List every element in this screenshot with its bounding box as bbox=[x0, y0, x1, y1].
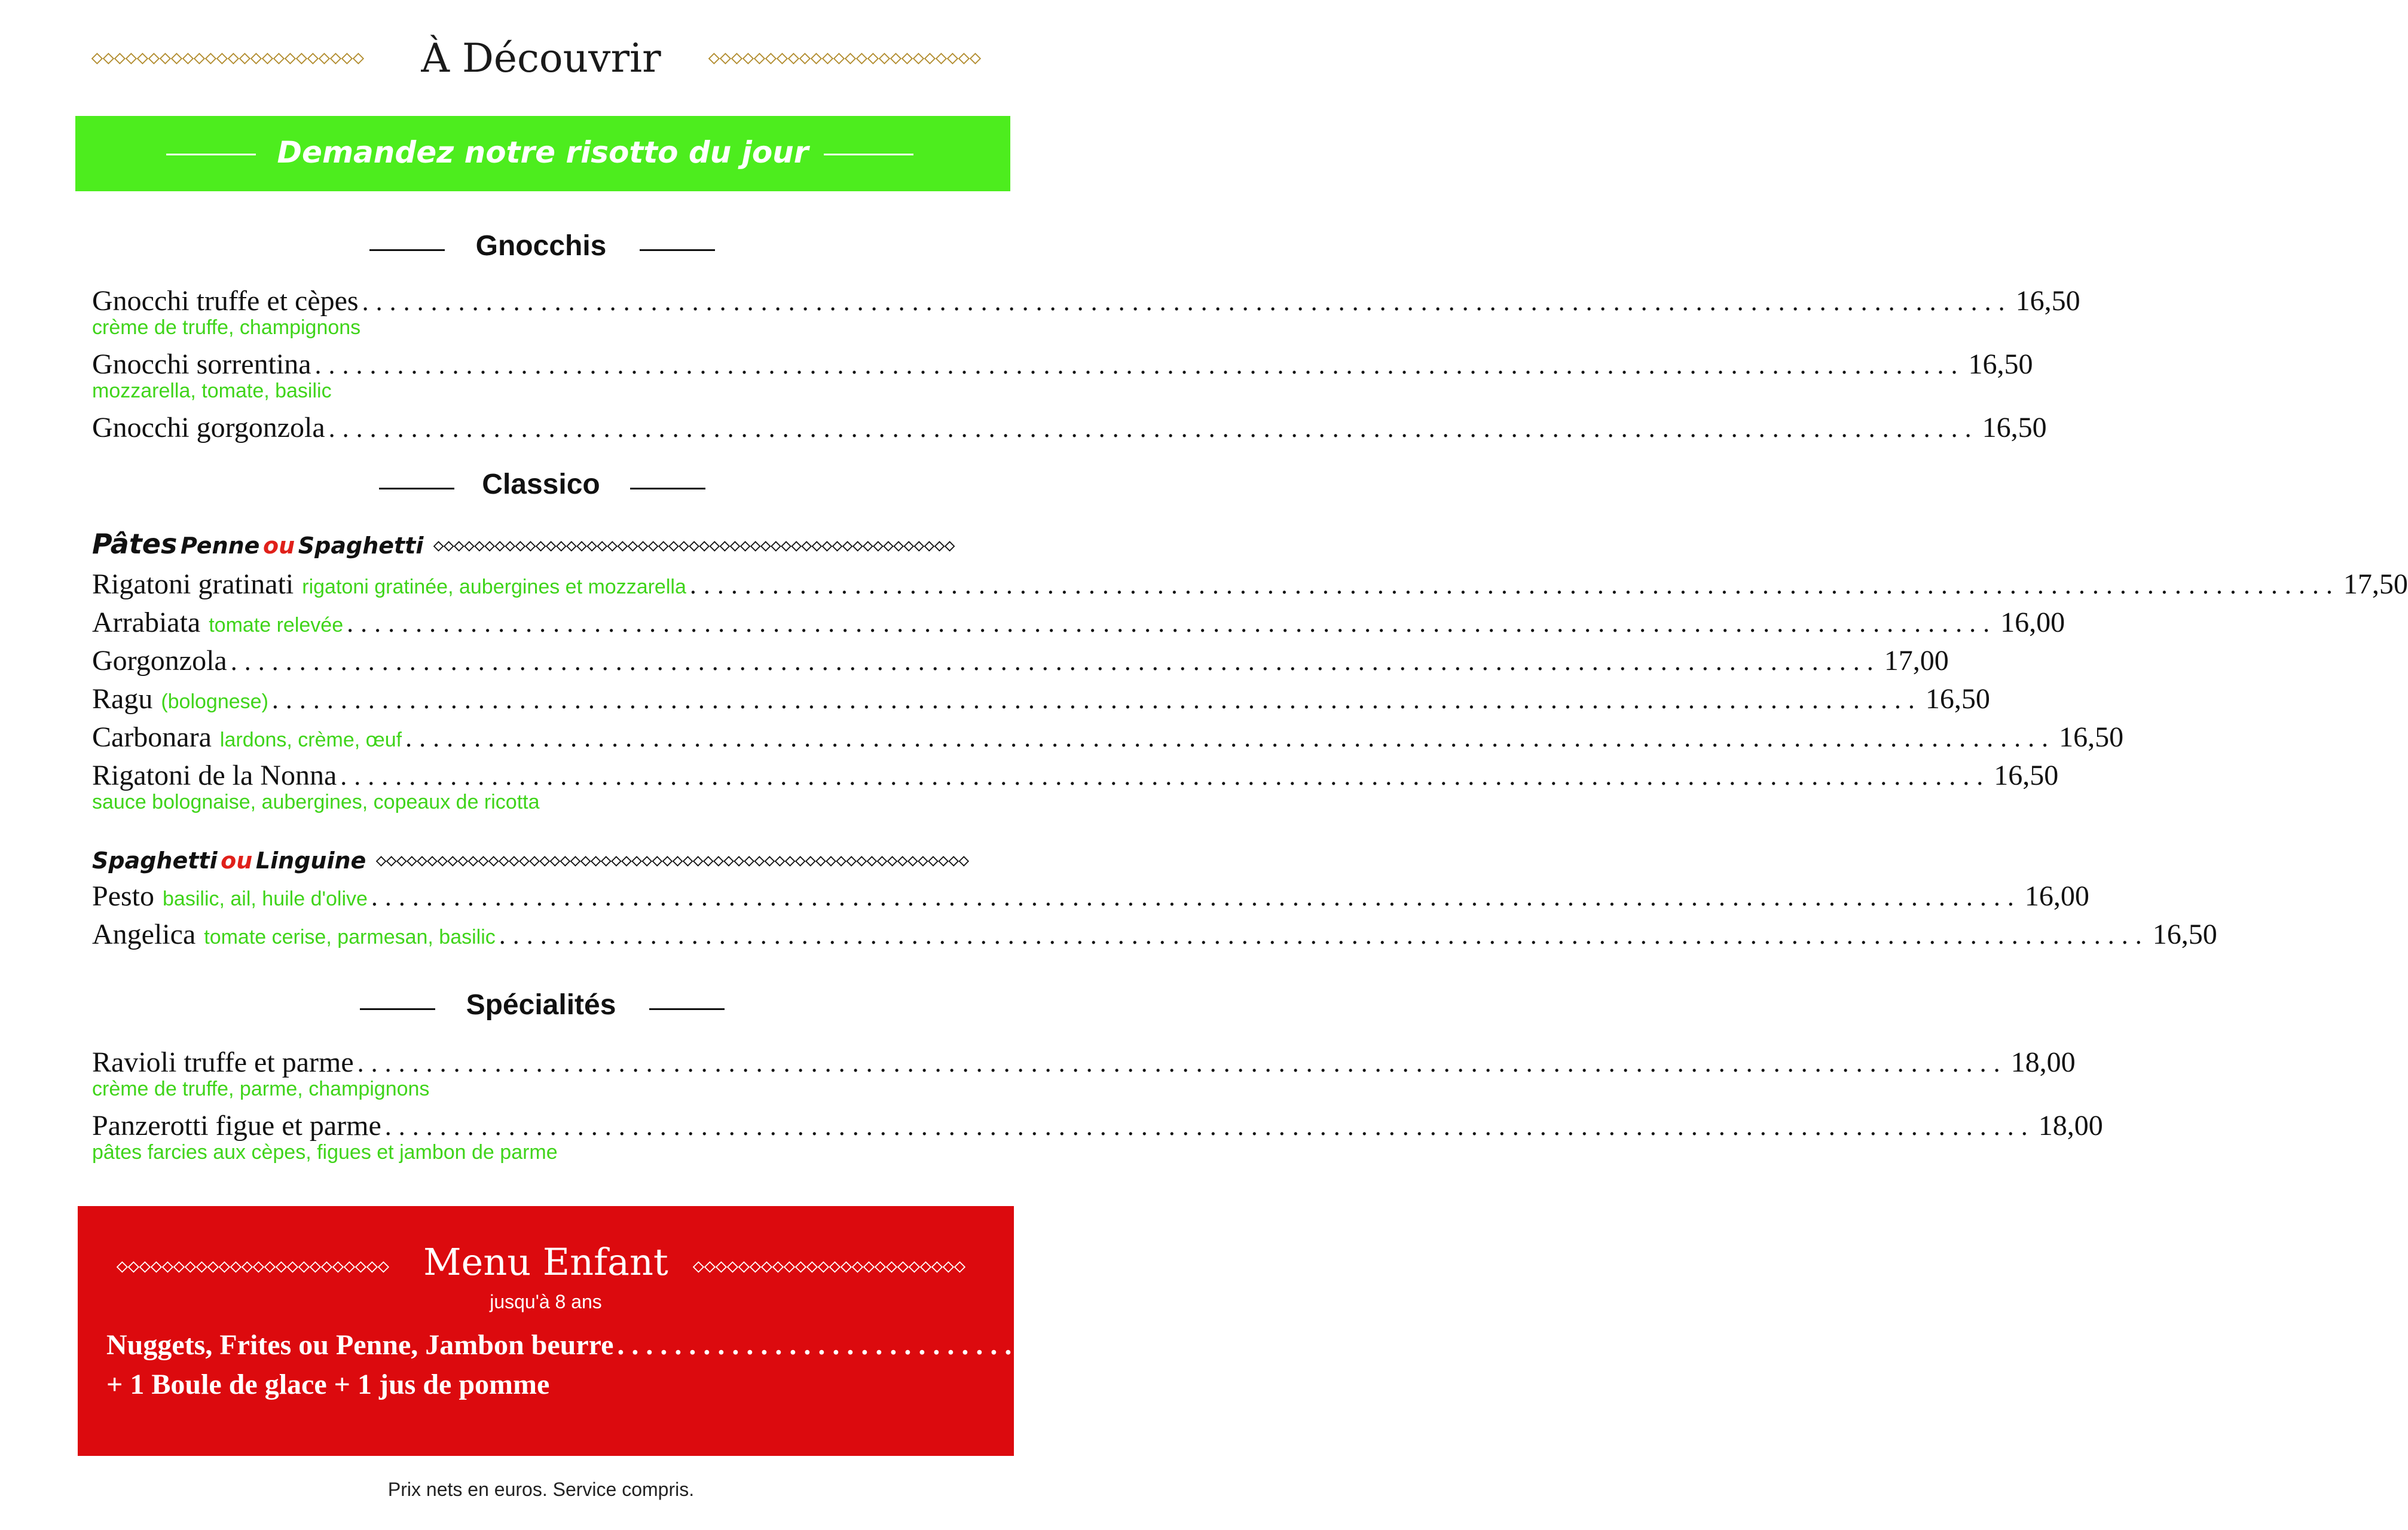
item-description: crème de truffe, parme, champignons bbox=[92, 1078, 430, 1100]
menu-item bbox=[92, 757, 2059, 795]
dot-leader: ........................................................................................................................ bbox=[357, 1048, 2007, 1078]
subhead-word: Linguine bbox=[255, 847, 366, 874]
banner-text: Demandez notre risotto du jour bbox=[277, 135, 809, 170]
item-description: mozzarella, tomate, basilic bbox=[92, 380, 332, 402]
item-name: Carbonara bbox=[92, 721, 212, 753]
item-price: 18,00 bbox=[2038, 1110, 2103, 1142]
item-name: Gnocchi gorgonzola bbox=[92, 412, 325, 443]
item-description: sauce bolognaise, aubergines, copeaux de ricotta bbox=[92, 791, 540, 813]
page-title: À Découvrir bbox=[421, 35, 661, 81]
subhead-word: Pâtes bbox=[92, 528, 178, 560]
dot-leader: ........................................................................................................................ bbox=[230, 647, 1881, 676]
item-name: Gnocchi sorrentina bbox=[92, 348, 311, 380]
subhead-ou: ou bbox=[263, 533, 295, 559]
subhead-ou: ou bbox=[221, 847, 253, 874]
item-inline-description: lardons, crème, œuf bbox=[219, 729, 402, 751]
menu-item bbox=[92, 916, 2217, 954]
subhead-pates bbox=[92, 526, 423, 568]
subhead-word: Penne bbox=[180, 533, 260, 559]
item-price: 17,00 bbox=[1884, 645, 1949, 677]
item-price: 16,50 bbox=[1925, 683, 1990, 715]
item-price: 16,50 bbox=[1982, 412, 2047, 443]
kids-menu-items: Nuggets, Frites ou Penne, Jambon beurre bbox=[106, 1329, 614, 1361]
dot-leader: ........................................................................................................................ bbox=[362, 287, 2012, 316]
dot-leader: ........................................................................................................................ bbox=[328, 414, 1979, 443]
menu-item bbox=[92, 409, 2047, 447]
item-price: 16,50 bbox=[2152, 919, 2217, 950]
menu-item bbox=[92, 604, 2065, 642]
item-description: pâtes farcies aux cèpes, figues et jambon de parme bbox=[92, 1141, 558, 1164]
dot-leader: ........................................................................................................................ bbox=[499, 920, 2149, 950]
menu-item bbox=[92, 282, 2080, 320]
menu-item bbox=[92, 718, 2124, 757]
menu-item bbox=[92, 877, 2089, 916]
item-price: 17,50 bbox=[2343, 568, 2408, 600]
item-inline-description: tomate relevée bbox=[209, 614, 344, 637]
spaghetti-diamond-chain bbox=[377, 856, 972, 867]
dot-leader: ........................................................................................................................ bbox=[340, 761, 1991, 791]
subhead-word: Spaghetti bbox=[92, 847, 218, 874]
menu-item bbox=[92, 680, 1990, 718]
item-inline-description: rigatoni gratinée, aubergines et mozzarella bbox=[302, 576, 686, 598]
footer-note: Prix nets en euros. Service compris. bbox=[387, 1479, 695, 1500]
dot-leader: ........................................................................................................................ bbox=[405, 723, 2056, 752]
item-name: Gnocchi truffe et cèpes bbox=[92, 285, 359, 317]
kids-menu-title: Menu Enfant bbox=[423, 1240, 668, 1284]
item-price: 16,50 bbox=[1994, 760, 2059, 791]
item-name: Panzerotti figue et parme bbox=[92, 1110, 381, 1142]
dot-leader: ........................................................................................................................ bbox=[347, 608, 1997, 638]
menu-item bbox=[92, 345, 2033, 384]
section-title-classico: Classico bbox=[482, 469, 600, 500]
menu-item bbox=[92, 1044, 2076, 1082]
kids-right-diamond-chain bbox=[693, 1261, 974, 1273]
dot-leader: ........................................................................................................................ bbox=[314, 350, 1965, 380]
item-price: 16,50 bbox=[2015, 285, 2080, 317]
item-name: Gorgonzola bbox=[92, 645, 227, 677]
gnocchis-right-line bbox=[640, 249, 715, 251]
kids-menu-price: 12,00 bbox=[2342, 1329, 2407, 1361]
header-left-diamond-chain bbox=[92, 53, 373, 65]
classico-right-line bbox=[630, 488, 705, 489]
section-title-gnocchis: Gnocchis bbox=[475, 230, 607, 262]
item-name: Ravioli truffe et parme bbox=[92, 1046, 354, 1078]
item-price: 16,50 bbox=[1968, 348, 2033, 380]
item-price: 16,50 bbox=[2059, 721, 2124, 753]
item-price: 16,00 bbox=[2000, 607, 2065, 638]
pates-diamond-chain bbox=[434, 541, 962, 552]
dot-leader: ........................................................................................................................ bbox=[371, 882, 2021, 911]
item-name: Angelica bbox=[92, 919, 196, 950]
kids-menu-subtitle: jusqu'à 8 ans bbox=[490, 1291, 602, 1312]
risotto-banner bbox=[75, 116, 1010, 191]
banner-right-line bbox=[824, 154, 913, 155]
item-inline-description: (bolognese) bbox=[161, 690, 268, 713]
kids-menu-line bbox=[106, 1326, 2407, 1365]
item-price: 16,00 bbox=[2024, 880, 2089, 912]
menu-item bbox=[92, 1107, 2103, 1145]
menu-item bbox=[92, 565, 2408, 604]
subhead-word: Spaghetti bbox=[298, 533, 424, 559]
item-name: Rigatoni gratinati bbox=[92, 568, 294, 600]
kids-menu-extras: + 1 Boule de glace + 1 jus de pomme bbox=[106, 1369, 550, 1400]
header-right-diamond-chain bbox=[709, 53, 990, 65]
item-description: crème de truffe, champignons bbox=[92, 316, 361, 339]
specialites-right-line bbox=[649, 1008, 725, 1010]
item-price: 18,00 bbox=[2010, 1046, 2076, 1078]
item-inline-description: tomate cerise, parmesan, basilic bbox=[204, 926, 496, 948]
item-name: Pesto bbox=[92, 880, 155, 912]
dot-leader: ........................................................................................................................ bbox=[384, 1112, 2035, 1141]
menu-item bbox=[92, 642, 1949, 680]
kids-menu-box bbox=[78, 1206, 2407, 1456]
dot-leader: ........................................................................................................................ bbox=[617, 1329, 2339, 1361]
item-name: Arrabiata bbox=[92, 607, 201, 638]
dot-leader: ........................................................................................................................ bbox=[689, 570, 2340, 599]
dot-leader: ........................................................................................................................ bbox=[271, 685, 1922, 714]
item-inline-description: basilic, ail, huile d'olive bbox=[163, 888, 368, 910]
section-title-specialites: Spécialités bbox=[466, 989, 616, 1021]
item-name: Ragu bbox=[92, 683, 153, 715]
item-name: Rigatoni de la Nonna bbox=[92, 760, 337, 791]
